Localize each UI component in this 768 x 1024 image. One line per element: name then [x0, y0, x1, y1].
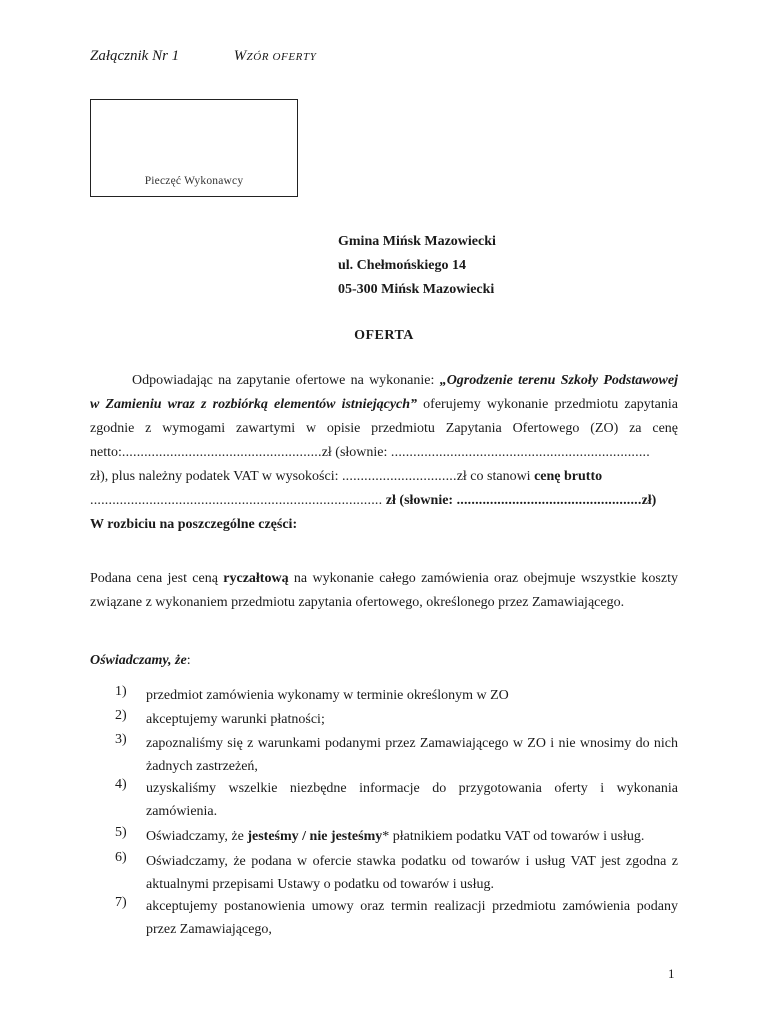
- header: [90, 48, 316, 65]
- stamp-label: Pieczęć Wykonawcy: [144, 175, 244, 187]
- price-line-1: Podana cena jest ceną ryczałtową na wykonanie całego zamówienia oraz obejmuje wszystkie koszty: [90, 571, 678, 586]
- declarations-list: 1) przedmiot zamówienia wykonamy w terminie określonym w ZO 2) akceptujemy warunki płatności; 3) zapoznaliśmy się z warunkami podanymi przez Zamawiającego w ZO i nie wnosimy do nich żadnych zastrzeżeń, 4) uzyskaliśmy wszelkie niezbędne informacje do przygotowania oferty i wykonania zamówienia. 5) Oświadczamy, że jesteśmy / nie jesteśmy* płatnikiem podatku VAT od towarów i usług. 6) Oświadczamy, że podana w ofercie stawka podatku od towarów i usług VAT jest zgodna z aktualnymi przepisami Ustawy o podatku od towarów i usług. 7) akceptujemy postanowienia umowy oraz termin realizacji przedmiotu zamówienia podany przez Zamawiającego,: [115, 684, 678, 937]
- breakdown-heading: W rozbiciu na poszczególne części:: [90, 517, 298, 532]
- intro-line-3: zgodnie z wymogami zawartymi w opisie przedmiotu Zapytania Ofertowego (ZO) za cenę: [90, 421, 678, 436]
- intro-line-2: w Zamieniu wraz z rozbiórką elementów istniejących” oferujemy wykonanie przedmiotu zapytania: [90, 397, 678, 412]
- intro-line-5: zł), plus należny podatek VAT w wysokości: ...............................zł co stanowi cenę brutto: [90, 469, 603, 484]
- document-title: OFERTA: [354, 328, 414, 343]
- price-line-2: związane z wykonaniem przedmiotu zapytania ofertowego, określonego przez Zamawiającego.: [90, 595, 625, 610]
- recipient-line-2: ul. Chełmońskiego 14: [338, 258, 466, 273]
- intro-line-4: netto:......................................................zł (słownie: ......................................................................: [90, 445, 650, 460]
- intro-line-6: ............................................................................... zł (słownie: ..................................................zł): [90, 493, 657, 508]
- page-number: 1: [668, 966, 675, 981]
- declarations-heading: Oświadczamy, że:: [90, 653, 191, 668]
- intro-line-1: Odpowiadając na zapytanie ofertowe na wykonanie: „Ogrodzenie terenu Szkoły Podstawowej: [132, 373, 678, 388]
- attachment-label: Załącznik Nr 1: [90, 48, 180, 64]
- template-title: WZÓR OFERTY: [233, 48, 317, 64]
- recipient-line-1: Gmina Mińsk Mazowiecki: [338, 234, 496, 249]
- recipient-line-3: 05-300 Mińsk Mazowiecki: [338, 282, 495, 297]
- contractor-stamp-box: [90, 99, 298, 197]
